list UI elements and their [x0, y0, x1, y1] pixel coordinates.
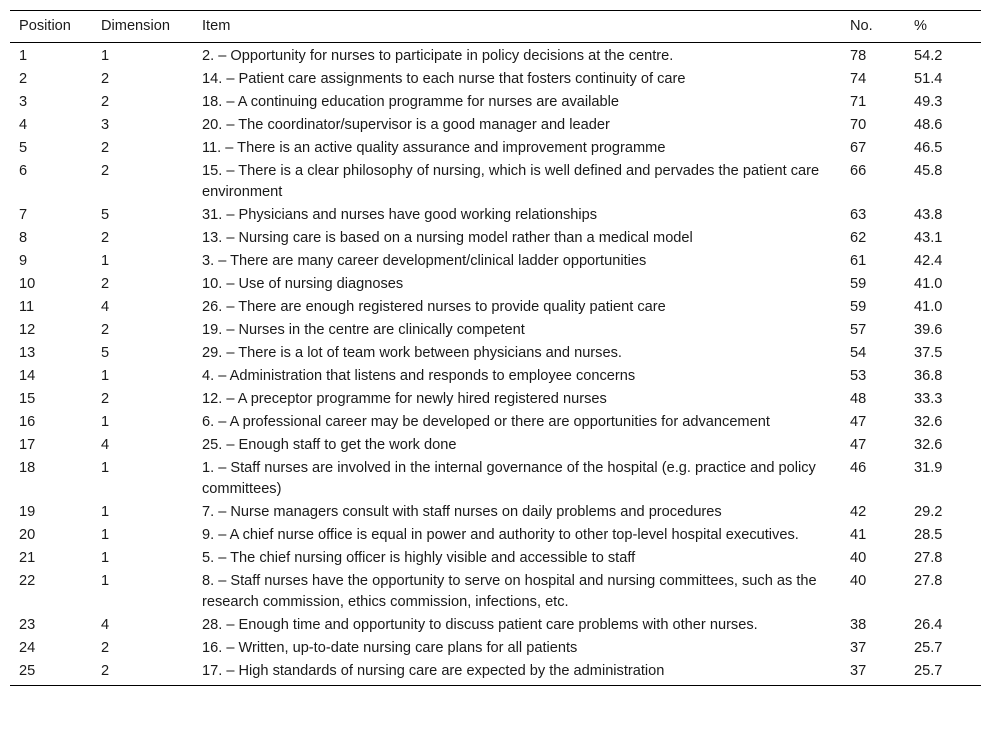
cell-position: 14 [19, 368, 36, 384]
cell-count: 37 [850, 640, 867, 656]
cell-dimension: 4 [101, 437, 110, 453]
cell-dimension: 1 [101, 527, 110, 543]
cell-position: 13 [19, 345, 36, 361]
cell-position: 22 [19, 573, 36, 589]
cell-count: 48 [850, 391, 867, 407]
cell-position: 20 [19, 527, 36, 543]
cell-position: 8 [19, 230, 28, 246]
cell-dimension: 5 [101, 207, 110, 223]
cell-count: 47 [850, 414, 867, 430]
cell-percent: 48.6 [914, 117, 943, 133]
cell-item: 6. – A professional career may be developed or there are opportunities for advancement [202, 414, 770, 430]
cell-dimension: 2 [101, 640, 110, 656]
cell-dimension: 2 [101, 71, 110, 87]
cell-count: 71 [850, 94, 867, 110]
cell-percent: 43.1 [914, 230, 943, 246]
cell-dimension: 1 [101, 48, 110, 64]
cell-count: 40 [850, 550, 867, 566]
cell-item: 26. – There are enough registered nurses to provide quality patient care [202, 299, 666, 315]
cell-percent: 28.5 [914, 527, 943, 543]
cell-item: 16. – Written, up-to-date nursing care plans for all patients [202, 640, 578, 656]
cell-position: 17 [19, 437, 36, 453]
cell-position: 16 [19, 414, 36, 430]
cell-dimension: 2 [101, 230, 110, 246]
cell-count: 41 [850, 527, 867, 543]
cell-percent: 32.6 [914, 437, 943, 453]
table-row [10, 205, 981, 228]
cell-item: 11. – There is an active quality assurance and improvement programme [202, 140, 666, 156]
cell-percent: 43.8 [914, 207, 943, 223]
cell-dimension: 2 [101, 322, 110, 338]
cell-item: 14. – Patient care assignments to each nurse that fosters continuity of care [202, 71, 686, 87]
cell-dimension: 2 [101, 276, 110, 292]
cell-dimension: 2 [101, 391, 110, 407]
cell-item: 2. – Opportunity for nurses to participate in policy decisions at the centre. [202, 48, 674, 64]
cell-position: 2 [19, 71, 28, 87]
cell-position: 18 [19, 460, 36, 476]
cell-item: 19. – Nurses in the centre are clinically competent [202, 322, 525, 338]
cell-position: 19 [19, 504, 36, 520]
cell-count: 61 [850, 253, 867, 269]
cell-dimension: 1 [101, 550, 110, 566]
table-row [10, 343, 981, 366]
cell-item: 31. – Physicians and nurses have good working relationships [202, 207, 598, 223]
cell-position: 6 [19, 163, 28, 179]
cell-percent: 46.5 [914, 140, 943, 156]
table-header [10, 11, 981, 43]
table-row [10, 43, 981, 70]
table-row [10, 366, 981, 389]
cell-item: 17. – High standards of nursing care are expected by the administration [202, 663, 665, 679]
cell-item: 25. – Enough staff to get the work done [202, 437, 457, 453]
table-row [10, 638, 981, 661]
table-row [10, 69, 981, 92]
cell-position: 7 [19, 207, 28, 223]
cell-position: 4 [19, 117, 28, 133]
cell-position: 9 [19, 253, 28, 269]
cell-item: 12. – A preceptor programme for newly hired registered nurses [202, 391, 607, 407]
table-row [10, 138, 981, 161]
cell-percent: 26.4 [914, 617, 943, 633]
cell-count: 40 [850, 573, 867, 589]
cell-count: 57 [850, 322, 867, 338]
table-body [10, 43, 981, 686]
cell-percent: 25.7 [914, 640, 943, 656]
table-row [10, 615, 981, 638]
cell-position: 25 [19, 663, 36, 679]
cell-count: 38 [850, 617, 867, 633]
cell-count: 67 [850, 140, 867, 156]
cell-item: 15. – There is a clear philosophy of nursing, which is well defined and pervades the patient care environment [202, 163, 820, 200]
cell-percent: 33.3 [914, 391, 943, 407]
cell-dimension: 1 [101, 253, 110, 269]
cell-position: 15 [19, 391, 36, 407]
cell-percent: 27.8 [914, 573, 943, 589]
cell-percent: 32.6 [914, 414, 943, 430]
cell-count: 63 [850, 207, 867, 223]
cell-dimension: 5 [101, 345, 110, 361]
cell-item: 9. – A chief nurse office is equal in power and authority to other top-level hospital executives. [202, 527, 799, 543]
cell-item: 1. – Staff nurses are involved in the internal governance of the hospital (e.g. practice and policy committees) [202, 460, 816, 497]
cell-dimension: 3 [101, 117, 110, 133]
cell-percent: 41.0 [914, 276, 943, 292]
cell-dimension: 2 [101, 163, 110, 179]
table-row [10, 274, 981, 297]
cell-percent: 29.2 [914, 504, 943, 520]
cell-percent: 39.6 [914, 322, 943, 338]
table-row [10, 251, 981, 274]
cell-count: 70 [850, 117, 867, 133]
table-row [10, 92, 981, 115]
table-row [10, 297, 981, 320]
cell-percent: 54.2 [914, 48, 943, 64]
header-item: Item [202, 18, 231, 34]
cell-percent: 31.9 [914, 460, 943, 476]
cell-dimension: 1 [101, 460, 110, 476]
table-row [10, 435, 981, 458]
cell-count: 46 [850, 460, 867, 476]
cell-item: 20. – The coordinator/supervisor is a good manager and leader [202, 117, 610, 133]
cell-item: 3. – There are many career development/clinical ladder opportunities [202, 253, 647, 269]
cell-percent: 41.0 [914, 299, 943, 315]
header-row [10, 11, 981, 43]
table-row [10, 115, 981, 138]
cell-item: 7. – Nurse managers consult with staff nurses on daily problems and procedures [202, 504, 722, 520]
cell-item: 18. – A continuing education programme for nurses are available [202, 94, 619, 110]
table-row [10, 389, 981, 412]
table-row [10, 502, 981, 525]
cell-dimension: 1 [101, 414, 110, 430]
cell-percent: 51.4 [914, 71, 943, 87]
table-row [10, 571, 981, 615]
table-row [10, 525, 981, 548]
table-container [10, 10, 981, 686]
table-row [10, 228, 981, 251]
cell-position: 5 [19, 140, 28, 156]
header-percent: % [914, 18, 927, 34]
cell-dimension: 1 [101, 368, 110, 384]
cell-dimension: 2 [101, 140, 110, 156]
cell-percent: 45.8 [914, 163, 943, 179]
cell-position: 21 [19, 550, 36, 566]
cell-item: 4. – Administration that listens and responds to employee concerns [202, 368, 636, 384]
cell-count: 59 [850, 299, 867, 315]
cell-percent: 25.7 [914, 663, 943, 679]
cell-dimension: 2 [101, 663, 110, 679]
cell-count: 78 [850, 48, 867, 64]
cell-count: 59 [850, 276, 867, 292]
cell-position: 24 [19, 640, 36, 656]
cell-percent: 27.8 [914, 550, 943, 566]
cell-position: 12 [19, 322, 36, 338]
cell-count: 47 [850, 437, 867, 453]
table-row [10, 458, 981, 502]
table-row [10, 161, 981, 205]
cell-count: 62 [850, 230, 867, 246]
cell-position: 10 [19, 276, 36, 292]
cell-position: 11 [19, 299, 35, 315]
cell-item: 10. – Use of nursing diagnoses [202, 276, 404, 292]
cell-dimension: 2 [101, 94, 110, 110]
table-row [10, 320, 981, 343]
cell-position: 3 [19, 94, 28, 110]
cell-percent: 49.3 [914, 94, 943, 110]
cell-dimension: 1 [101, 504, 110, 520]
cell-item: 28. – Enough time and opportunity to discuss patient care problems with other nurses. [202, 617, 758, 633]
cell-count: 37 [850, 663, 867, 679]
table-row [10, 548, 981, 571]
cell-position: 1 [19, 48, 28, 64]
cell-dimension: 4 [101, 617, 110, 633]
table-row [10, 412, 981, 435]
cell-percent: 36.8 [914, 368, 943, 384]
cell-percent: 37.5 [914, 345, 943, 361]
header-count: No. [850, 18, 873, 34]
cell-count: 53 [850, 368, 867, 384]
cell-position: 23 [19, 617, 36, 633]
header-dimension: Dimension [101, 18, 170, 34]
cell-item: 5. – The chief nursing officer is highly visible and accessible to staff [202, 550, 636, 566]
cell-item: 8. – Staff nurses have the opportunity to serve on hospital and nursing committees, such as the research commission, ethics commission, infections, etc. [202, 573, 817, 610]
cell-count: 42 [850, 504, 867, 520]
cell-dimension: 1 [101, 573, 110, 589]
cell-item: 13. – Nursing care is based on a nursing model rather than a medical model [202, 230, 693, 246]
cell-dimension: 4 [101, 299, 110, 315]
ranking-table [10, 10, 981, 686]
cell-percent: 42.4 [914, 253, 943, 269]
table-row [10, 661, 981, 686]
cell-count: 74 [850, 71, 867, 87]
cell-item: 29. – There is a lot of team work between physicians and nurses. [202, 345, 622, 361]
header-position: Position [19, 18, 71, 34]
cell-count: 66 [850, 163, 867, 179]
cell-count: 54 [850, 345, 867, 361]
